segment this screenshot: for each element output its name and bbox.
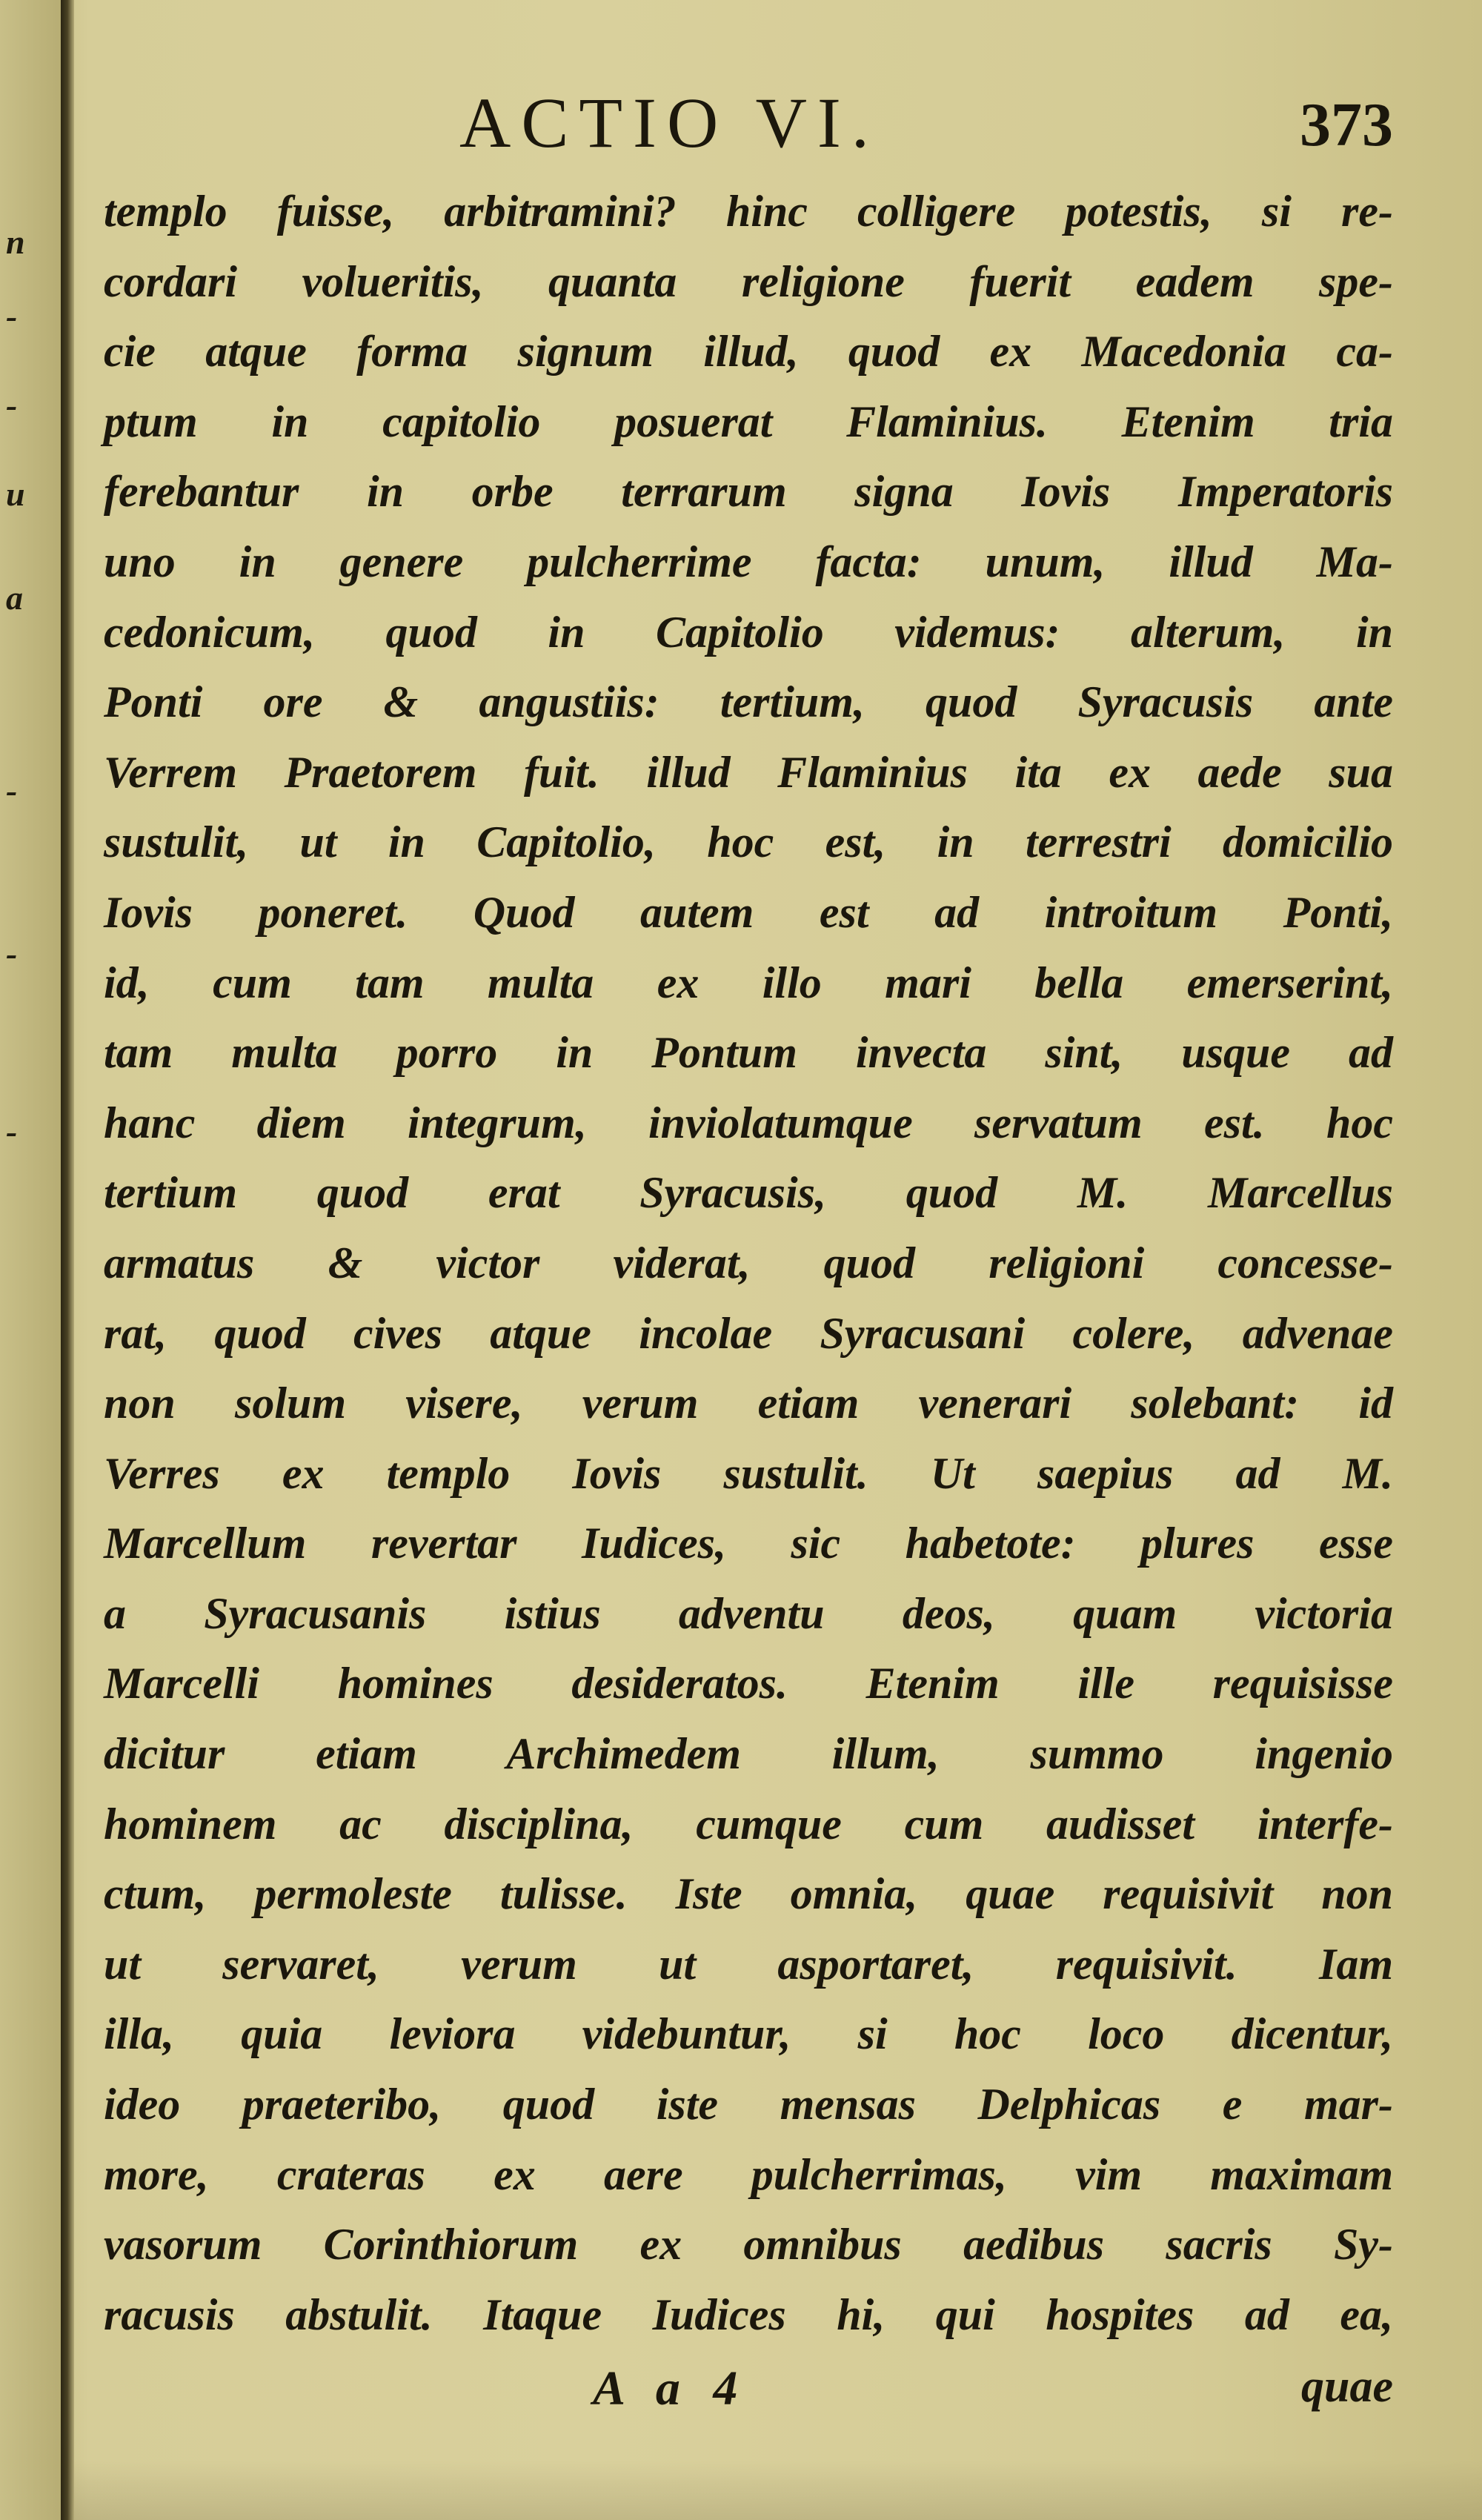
text-line: uno in genere pulcherrime facta: unum, illud Ma- bbox=[104, 537, 1393, 586]
text-line: Verrem Praetorem fuit. illud Flaminius ita ex aede sua bbox=[104, 747, 1393, 797]
body-text bbox=[104, 176, 1393, 2350]
page-bottom-edge bbox=[74, 2461, 1482, 2520]
signature-mark: A a 4 bbox=[593, 2361, 738, 2415]
text-line: hominem ac disciplina, cumque cum audisset interfe- bbox=[104, 1799, 1393, 1848]
margin-fragment: - bbox=[6, 386, 18, 424]
text-line: Marcellum revertar Iudices, sic habetote: plures esse bbox=[104, 1519, 1393, 1568]
margin-fragment: - bbox=[6, 935, 18, 972]
text-line: Verres ex templo Iovis sustulit. Ut saepius ad M. bbox=[104, 1448, 1393, 1498]
text-line: cordari volueritis, quanta religione fuerit eadem spe- bbox=[104, 256, 1393, 306]
text-line: a Syracusanis istius adventu deos, quam victoria bbox=[104, 1588, 1393, 1638]
catchword: quae bbox=[1301, 2361, 1393, 2412]
text-line: templo fuisse, arbitramini? hinc colligere potestis, si re- bbox=[104, 187, 1393, 236]
previous-page-margin bbox=[0, 0, 61, 2520]
text-line: Marcelli homines desideratos. Etenim ille requisisse bbox=[104, 1659, 1393, 1708]
text-line: cedonicum, quod in Capitolio videmus: alterum, in bbox=[104, 607, 1393, 657]
margin-fragment: u bbox=[6, 475, 25, 513]
text-line: rat, quod cives atque incolae Syracusani colere, advenae bbox=[104, 1308, 1393, 1358]
text-line: ctum, permoleste tulisse. Iste omnia, quae requisivit non bbox=[104, 1869, 1393, 1919]
page-number: 373 bbox=[1300, 90, 1393, 159]
running-title: ACTIO VI. bbox=[459, 83, 880, 162]
text-line: id, cum tam multa ex illo mari bella emerserint, bbox=[104, 958, 1393, 1007]
text-line: Ponti ore & angustiis: tertium, quod Syracusis ante bbox=[104, 677, 1393, 727]
text-line: non solum visere, verum etiam venerari solebant: id bbox=[104, 1379, 1393, 1428]
text-line: ferebantur in orbe terrarum signa Iovis Imperatoris bbox=[104, 467, 1393, 517]
text-line: illa, quia leviora videbuntur, si hoc loco dicentur, bbox=[104, 2009, 1393, 2059]
text-line: dicitur etiam Archimedem illum, summo ingenio bbox=[104, 1729, 1393, 1779]
text-line: cie atque forma signum illud, quod ex Macedonia ca- bbox=[104, 327, 1393, 377]
text-line: tam multa porro in Pontum invecta sint, usque ad bbox=[104, 1028, 1393, 1078]
text-line: ut servaret, verum ut asportaret, requisivit. Iam bbox=[104, 1939, 1393, 1989]
text-line: tertium quod erat Syracusis, quod M. Marcellus bbox=[104, 1168, 1393, 1218]
margin-fragment: n bbox=[6, 223, 25, 261]
text-line: ideo praeteribo, quod iste mensas Delphicas e mar- bbox=[104, 2080, 1393, 2129]
margin-fragment: - bbox=[6, 772, 18, 809]
text-line: racusis abstulit. Itaque Iudices hi, qui hospites ad ea, bbox=[104, 2289, 1393, 2339]
text-line: more, crateras ex aere pulcherrimas, vim maximam bbox=[104, 2149, 1393, 2199]
text-line: hanc diem integrum, inviolatumque servatum est. hoc bbox=[104, 1098, 1393, 1147]
text-line: armatus & victor viderat, quod religioni concesse- bbox=[104, 1238, 1393, 1287]
text-line: ptum in capitolio posuerat Flaminius. Etenim tria bbox=[104, 397, 1393, 446]
text-line: vasorum Corinthiorum ex omnibus aedibus sacris Sy- bbox=[104, 2220, 1393, 2269]
margin-fragment: - bbox=[6, 297, 18, 335]
text-line: Iovis poneret. Quod autem est ad introitum Ponti, bbox=[104, 887, 1393, 937]
margin-fragment: a bbox=[6, 579, 23, 617]
text-line: sustulit, ut in Capitolio, hoc est, in terrestri domicilio bbox=[104, 818, 1393, 867]
binding-gutter bbox=[61, 0, 74, 2520]
margin-fragment: - bbox=[6, 1113, 18, 1150]
